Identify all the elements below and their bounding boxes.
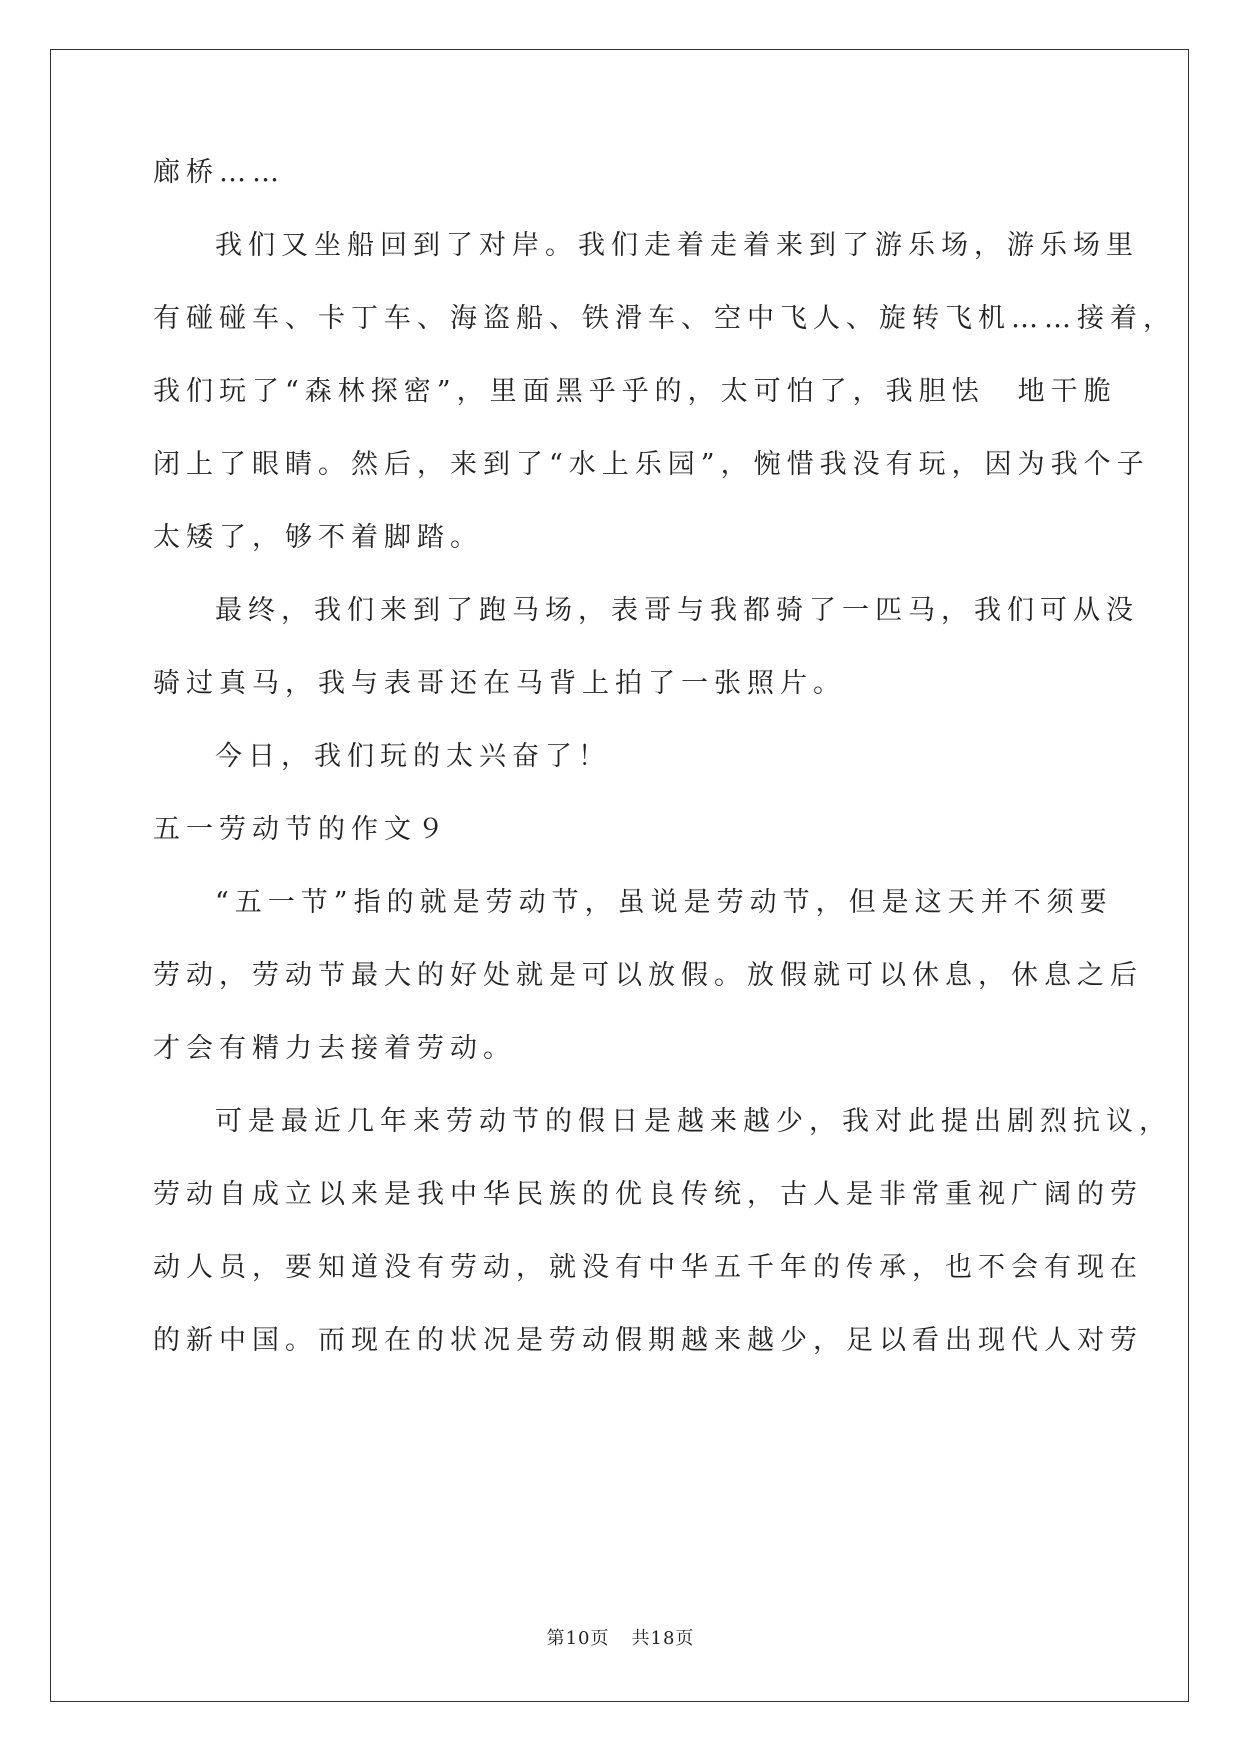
page-border — [50, 49, 1189, 1702]
paragraph-line: 动人员，要知道没有劳动，就没有中华五千年的传承，也不会有现在 — [153, 1252, 1143, 1283]
paragraph-line: 我们又坐船回到了对岸。我们走着走着来到了游乐场，游乐场里 — [215, 230, 1139, 261]
paragraph-line: 闭上了眼睛。然后，来到了“水上乐园”，惋惜我没有玩，因为我个子 — [153, 449, 1150, 480]
paragraph-line: 的新中国。而现在的状况是劳动假期越来越少，足以看出现代人对劳 — [153, 1325, 1143, 1356]
paragraph-line: 才会有精力去接着劳动。 — [153, 1033, 516, 1064]
section-heading: 五一劳动节的作文９ — [153, 814, 450, 845]
paragraph-line: 劳动自成立以来是我中华民族的优良传统，古人是非常重视广阔的劳 — [153, 1179, 1143, 1210]
paragraph-line: 骑过真马，我与表哥还在马背上拍了一张照片。 — [153, 668, 846, 699]
paragraph-line: 有碰碰车、卡丁车、海盗船、铁滑车、空中飞人、旋转飞机……接着， — [153, 303, 1176, 334]
paragraph-line: 劳动，劳动节最大的好处就是可以放假。放假就可以休息，休息之后 — [153, 960, 1143, 991]
page-total: 共18页 — [631, 1628, 695, 1649]
paragraph-line: 廊桥…… — [153, 157, 285, 188]
paragraph-line: 最终，我们来到了跑马场，表哥与我都骑了一匹马，我们可从没 — [215, 595, 1139, 626]
paragraph-line: 太矮了，够不着脚踏。 — [153, 522, 483, 553]
paragraph-line: 今日，我们玩的太兴奋了！ — [215, 741, 611, 772]
page-number: 第10页 — [546, 1628, 610, 1649]
paragraph-line: “五一节”指的就是劳动节，虽说是劳动节，但是这天并不须要 — [215, 887, 1113, 918]
paragraph-line: 可是最近几年来劳动节的假日是越来越少，我对此提出剧烈抗议， — [215, 1106, 1172, 1137]
paragraph-line: 我们玩了“森林探密”，里面黑乎乎的，太可怕了，我胆怯 地干脆 — [153, 376, 1117, 407]
page-footer — [0, 1627, 1241, 1651]
